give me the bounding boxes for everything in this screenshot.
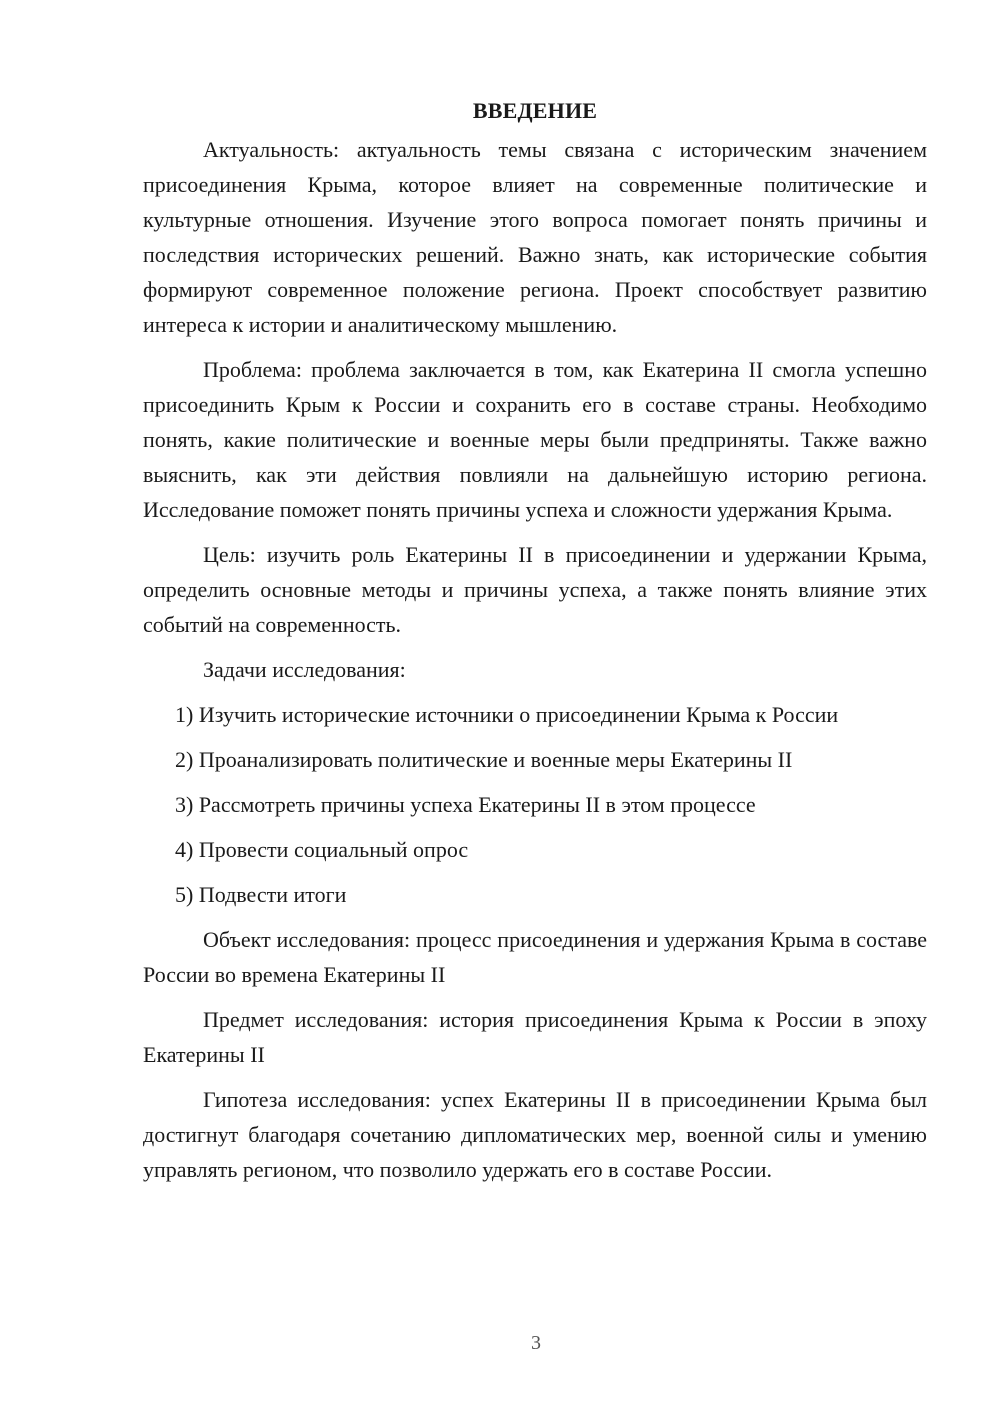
paragraph-problem: Проблема: проблема заключается в том, как Екатерина II смогла успешно присоединить Крым к России и сохранить его в составе страны. Необходимо понять, какие политические и военные меры были предприняты. Также важно выяснить, как эти действия повлияли на дальнейшую историю региона. Исследование поможет понять причины успеха и сложности удержания Крыма. [143, 357, 927, 522]
page-content [143, 93, 927, 1197]
list-item: 2) Проанализировать политические и военные меры Екатерины II [175, 747, 793, 772]
list-item: 4) Провести социальный опрос [175, 837, 469, 862]
paragraph-object: Объект исследования: процесс присоединения и удержания Крыма в составе России во времена Екатерины II [143, 927, 927, 987]
section-title: ВВЕДЕНИЕ [472, 98, 598, 123]
list-item: 3) Рассмотреть причины успеха Екатерины II в этом процессе [175, 792, 756, 817]
tasks-heading: Задачи исследования: [203, 657, 406, 682]
paragraph-hypothesis: Гипотеза исследования: успех Екатерины II в присоединении Крыма был достигнут благодаря сочетанию дипломатических мер, военной силы и умению управлять регионом, что позволило удержать его в составе России. [143, 1087, 927, 1182]
page-number: 3 [531, 1332, 541, 1354]
paragraph-subject: Предмет исследования: история присоединения Крыма к России в эпоху Екатерины II [143, 1007, 927, 1067]
list-item: 5) Подвести итоги [175, 882, 347, 907]
paragraph-goal: Цель: изучить роль Екатерины II в присоединении и удержании Крыма, определить основные методы и причины успеха, а также понять влияние этих событий на современность. [143, 542, 927, 637]
tasks-list [143, 697, 927, 912]
paragraph-relevance: Актуальность: актуальность темы связана с историческим значением присоединения Крыма, которое влияет на современные политические и культурные отношения. Изучение этого вопроса помогает понять причины и последствия исторических решений. Важно знать, как исторические события формируют современное положение региона. Проект способствует развитию интереса к истории и аналитическому мышлению. [143, 137, 927, 337]
list-item: 1) Изучить исторические источники о присоединении Крыма к России [175, 702, 839, 727]
